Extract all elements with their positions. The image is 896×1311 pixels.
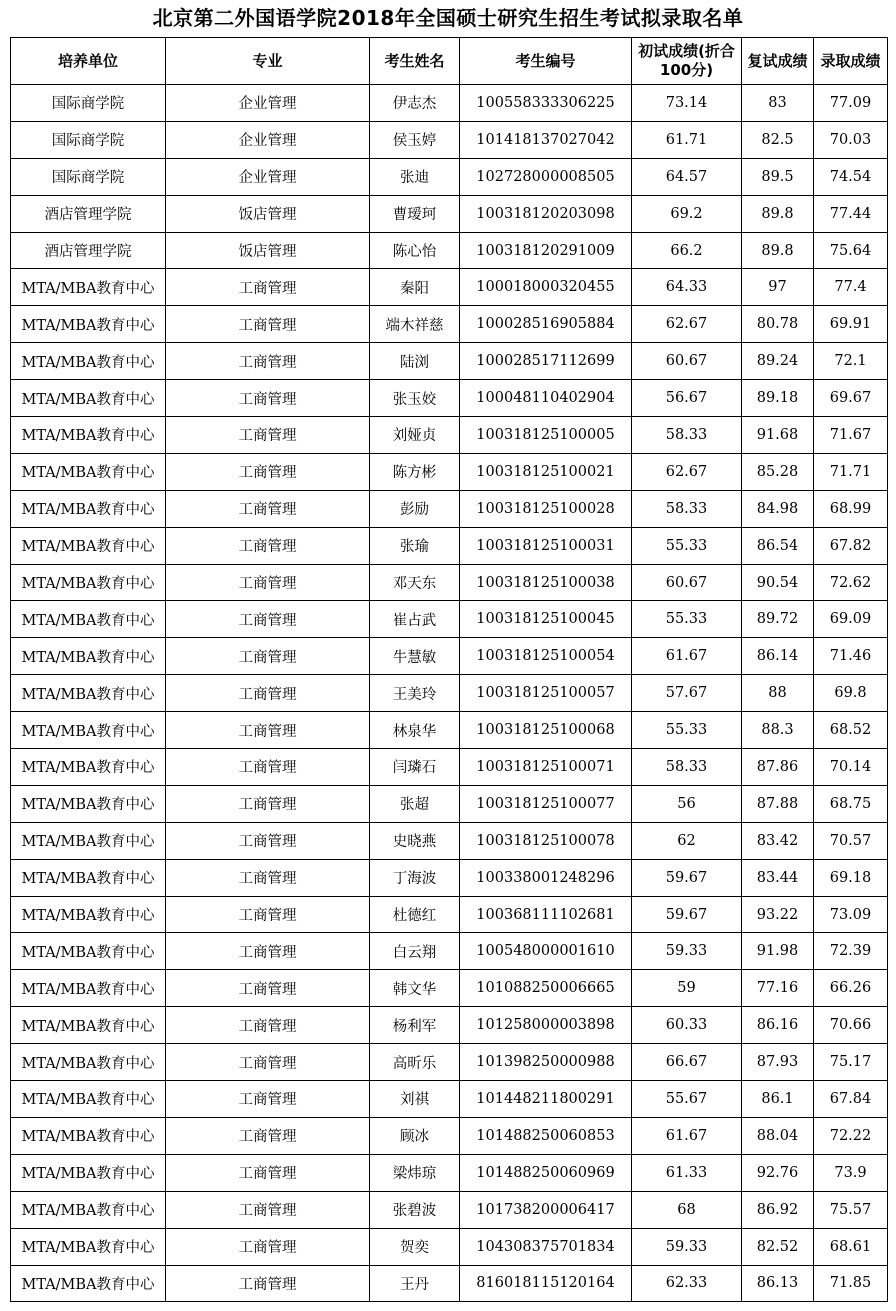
- document-title: 北京第二外国语学院2018年全国硕士研究生招生考试拟录取名单: [152, 6, 744, 30]
- retest-score-cell: 84.98: [742, 490, 814, 527]
- name-cell: 侯玉婷: [370, 121, 460, 158]
- unit-cell: MTA/MBA教育中心: [11, 453, 166, 490]
- retest-score-cell: 86.54: [742, 527, 814, 564]
- admission-score-cell: 69.67: [814, 380, 888, 417]
- admission-score-cell: 75.64: [814, 232, 888, 269]
- exam-id-cell: 100318125100028: [460, 490, 632, 527]
- table-row: [11, 195, 888, 232]
- unit-cell: MTA/MBA教育中心: [11, 712, 166, 749]
- unit-cell: MTA/MBA教育中心: [11, 675, 166, 712]
- unit-cell: 酒店管理学院: [11, 195, 166, 232]
- initial-score-cell: 73.14: [632, 85, 742, 122]
- admission-score-cell: 70.14: [814, 749, 888, 786]
- major-cell: 工商管理: [166, 933, 370, 970]
- initial-score-cell: 59.33: [632, 1228, 742, 1265]
- major-cell: 工商管理: [166, 859, 370, 896]
- admission-score-cell: 70.66: [814, 1007, 888, 1044]
- header-admission-score: 录取成绩: [814, 38, 888, 85]
- initial-score-cell: 68: [632, 1191, 742, 1228]
- exam-id-cell: 100028516905884: [460, 306, 632, 343]
- initial-score-cell: 66.67: [632, 1044, 742, 1081]
- unit-cell: MTA/MBA教育中心: [11, 490, 166, 527]
- table-row: [11, 1154, 888, 1191]
- retest-score-cell: 80.78: [742, 306, 814, 343]
- unit-cell: MTA/MBA教育中心: [11, 343, 166, 380]
- exam-id-cell: 100318125100054: [460, 638, 632, 675]
- initial-score-cell: 61.71: [632, 121, 742, 158]
- exam-id-cell: 104308375701834: [460, 1228, 632, 1265]
- retest-score-cell: 86.14: [742, 638, 814, 675]
- table-row: [11, 896, 888, 933]
- name-cell: 丁海波: [370, 859, 460, 896]
- admission-score-cell: 72.22: [814, 1117, 888, 1154]
- header-row: [11, 38, 888, 85]
- table-row: [11, 380, 888, 417]
- unit-cell: MTA/MBA教育中心: [11, 822, 166, 859]
- table-row: [11, 970, 888, 1007]
- table-row: [11, 232, 888, 269]
- admission-score-cell: 70.03: [814, 121, 888, 158]
- name-cell: 牛慧敏: [370, 638, 460, 675]
- unit-cell: MTA/MBA教育中心: [11, 933, 166, 970]
- initial-score-cell: 66.2: [632, 232, 742, 269]
- exam-id-cell: 100338001248296: [460, 859, 632, 896]
- major-cell: 工商管理: [166, 1007, 370, 1044]
- name-cell: 张迪: [370, 158, 460, 195]
- unit-cell: MTA/MBA教育中心: [11, 1154, 166, 1191]
- major-cell: 工商管理: [166, 638, 370, 675]
- admission-score-cell: 68.75: [814, 785, 888, 822]
- exam-id-cell: 100368111102681: [460, 896, 632, 933]
- unit-cell: MTA/MBA教育中心: [11, 564, 166, 601]
- name-cell: 杜德红: [370, 896, 460, 933]
- initial-score-cell: 59: [632, 970, 742, 1007]
- initial-score-cell: 62: [632, 822, 742, 859]
- table-row: [11, 564, 888, 601]
- exam-id-cell: 100318120203098: [460, 195, 632, 232]
- initial-score-cell: 61.67: [632, 1117, 742, 1154]
- name-cell: 顾冰: [370, 1117, 460, 1154]
- name-cell: 闫璘石: [370, 749, 460, 786]
- admission-table: [10, 37, 888, 1302]
- major-cell: 工商管理: [166, 675, 370, 712]
- admission-score-cell: 75.17: [814, 1044, 888, 1081]
- unit-cell: 国际商学院: [11, 158, 166, 195]
- name-cell: 张碧波: [370, 1191, 460, 1228]
- admission-score-cell: 69.09: [814, 601, 888, 638]
- initial-score-cell: 55.67: [632, 1081, 742, 1118]
- admission-score-cell: 77.44: [814, 195, 888, 232]
- major-cell: 企业管理: [166, 85, 370, 122]
- admission-score-cell: 69.8: [814, 675, 888, 712]
- table-row: [11, 933, 888, 970]
- admission-score-cell: 68.99: [814, 490, 888, 527]
- name-cell: 白云翔: [370, 933, 460, 970]
- initial-score-cell: 62.33: [632, 1265, 742, 1302]
- admission-score-cell: 67.82: [814, 527, 888, 564]
- retest-score-cell: 83.44: [742, 859, 814, 896]
- exam-id-cell: 100318125100077: [460, 785, 632, 822]
- major-cell: 工商管理: [166, 1265, 370, 1302]
- initial-score-cell: 62.67: [632, 306, 742, 343]
- initial-score-cell: 61.33: [632, 1154, 742, 1191]
- unit-cell: 酒店管理学院: [11, 232, 166, 269]
- name-cell: 刘娅贞: [370, 417, 460, 454]
- initial-score-cell: 61.67: [632, 638, 742, 675]
- unit-cell: MTA/MBA教育中心: [11, 1265, 166, 1302]
- exam-id-cell: 101258000003898: [460, 1007, 632, 1044]
- name-cell: 崔占武: [370, 601, 460, 638]
- unit-cell: MTA/MBA教育中心: [11, 527, 166, 564]
- retest-score-cell: 89.8: [742, 195, 814, 232]
- major-cell: 工商管理: [166, 527, 370, 564]
- retest-score-cell: 89.5: [742, 158, 814, 195]
- name-cell: 林泉华: [370, 712, 460, 749]
- major-cell: 工商管理: [166, 306, 370, 343]
- retest-score-cell: 88.3: [742, 712, 814, 749]
- retest-score-cell: 83.42: [742, 822, 814, 859]
- retest-score-cell: 86.1: [742, 1081, 814, 1118]
- retest-score-cell: 91.98: [742, 933, 814, 970]
- major-cell: 工商管理: [166, 1154, 370, 1191]
- exam-id-cell: 101448211800291: [460, 1081, 632, 1118]
- retest-score-cell: 86.92: [742, 1191, 814, 1228]
- retest-score-cell: 89.8: [742, 232, 814, 269]
- table-row: [11, 638, 888, 675]
- name-cell: 高昕乐: [370, 1044, 460, 1081]
- initial-score-cell: 57.67: [632, 675, 742, 712]
- unit-cell: 国际商学院: [11, 121, 166, 158]
- major-cell: 企业管理: [166, 158, 370, 195]
- table-row: [11, 1117, 888, 1154]
- admission-score-cell: 71.85: [814, 1265, 888, 1302]
- exam-id-cell: 100558333306225: [460, 85, 632, 122]
- table-row: [11, 343, 888, 380]
- major-cell: 工商管理: [166, 601, 370, 638]
- major-cell: 工商管理: [166, 417, 370, 454]
- table-row: [11, 785, 888, 822]
- name-cell: 史晓燕: [370, 822, 460, 859]
- name-cell: 张玉姣: [370, 380, 460, 417]
- unit-cell: MTA/MBA教育中心: [11, 1007, 166, 1044]
- unit-cell: MTA/MBA教育中心: [11, 1081, 166, 1118]
- table-row: [11, 1191, 888, 1228]
- table-row: [11, 1265, 888, 1302]
- table-row: [11, 85, 888, 122]
- major-cell: 工商管理: [166, 1117, 370, 1154]
- table-row: [11, 490, 888, 527]
- name-cell: 秦阳: [370, 269, 460, 306]
- initial-score-cell: 59.67: [632, 859, 742, 896]
- admission-score-cell: 68.52: [814, 712, 888, 749]
- table-row: [11, 1081, 888, 1118]
- exam-id-cell: 100318125100031: [460, 527, 632, 564]
- initial-score-cell: 60.67: [632, 343, 742, 380]
- exam-id-cell: 100318125100057: [460, 675, 632, 712]
- major-cell: 工商管理: [166, 269, 370, 306]
- retest-score-cell: 91.68: [742, 417, 814, 454]
- exam-id-cell: 100048110402904: [460, 380, 632, 417]
- header-retest-score: 复试成绩: [742, 38, 814, 85]
- exam-id-cell: 100028517112699: [460, 343, 632, 380]
- initial-score-cell: 55.33: [632, 601, 742, 638]
- retest-score-cell: 87.86: [742, 749, 814, 786]
- table-row: [11, 675, 888, 712]
- major-cell: 工商管理: [166, 343, 370, 380]
- exam-id-cell: 100318125100078: [460, 822, 632, 859]
- major-cell: 工商管理: [166, 1191, 370, 1228]
- table-row: [11, 601, 888, 638]
- major-cell: 工商管理: [166, 712, 370, 749]
- name-cell: 陈心怡: [370, 232, 460, 269]
- admission-score-cell: 73.9: [814, 1154, 888, 1191]
- admission-score-cell: 72.62: [814, 564, 888, 601]
- name-cell: 杨利军: [370, 1007, 460, 1044]
- table-row: [11, 749, 888, 786]
- table-body: [11, 85, 888, 1302]
- major-cell: 饭店管理: [166, 232, 370, 269]
- admission-score-cell: 75.57: [814, 1191, 888, 1228]
- exam-id-cell: 100018000320455: [460, 269, 632, 306]
- name-cell: 端木祥慈: [370, 306, 460, 343]
- major-cell: 工商管理: [166, 822, 370, 859]
- unit-cell: MTA/MBA教育中心: [11, 859, 166, 896]
- unit-cell: MTA/MBA教育中心: [11, 601, 166, 638]
- initial-score-cell: 55.33: [632, 712, 742, 749]
- unit-cell: MTA/MBA教育中心: [11, 1044, 166, 1081]
- table-row: [11, 121, 888, 158]
- retest-score-cell: 89.18: [742, 380, 814, 417]
- admission-score-cell: 77.4: [814, 269, 888, 306]
- exam-id-cell: 102728000008505: [460, 158, 632, 195]
- major-cell: 工商管理: [166, 490, 370, 527]
- name-cell: 陆浏: [370, 343, 460, 380]
- exam-id-cell: 101488250060853: [460, 1117, 632, 1154]
- table-row: [11, 158, 888, 195]
- retest-score-cell: 88: [742, 675, 814, 712]
- table-row: [11, 1007, 888, 1044]
- major-cell: 企业管理: [166, 121, 370, 158]
- unit-cell: MTA/MBA教育中心: [11, 896, 166, 933]
- admission-score-cell: 74.54: [814, 158, 888, 195]
- admission-score-cell: 68.61: [814, 1228, 888, 1265]
- initial-score-cell: 64.33: [632, 269, 742, 306]
- unit-cell: MTA/MBA教育中心: [11, 970, 166, 1007]
- exam-id-cell: 101398250000988: [460, 1044, 632, 1081]
- initial-score-cell: 58.33: [632, 749, 742, 786]
- admission-score-cell: 72.1: [814, 343, 888, 380]
- major-cell: 工商管理: [166, 896, 370, 933]
- major-cell: 工商管理: [166, 453, 370, 490]
- exam-id-cell: 101088250006665: [460, 970, 632, 1007]
- admission-score-cell: 66.26: [814, 970, 888, 1007]
- table-row: [11, 306, 888, 343]
- name-cell: 彭励: [370, 490, 460, 527]
- initial-score-cell: 55.33: [632, 527, 742, 564]
- admission-score-cell: 71.67: [814, 417, 888, 454]
- header-major: 专业: [166, 38, 370, 85]
- unit-cell: MTA/MBA教育中心: [11, 785, 166, 822]
- retest-score-cell: 89.24: [742, 343, 814, 380]
- name-cell: 陈方彬: [370, 453, 460, 490]
- major-cell: 工商管理: [166, 970, 370, 1007]
- major-cell: 工商管理: [166, 380, 370, 417]
- retest-score-cell: 86.13: [742, 1265, 814, 1302]
- exam-id-cell: 101418137027042: [460, 121, 632, 158]
- initial-score-cell: 56.67: [632, 380, 742, 417]
- unit-cell: MTA/MBA教育中心: [11, 306, 166, 343]
- header-initial-score: 初试成绩(折合100分): [632, 38, 742, 85]
- unit-cell: MTA/MBA教育中心: [11, 269, 166, 306]
- exam-id-cell: 101488250060969: [460, 1154, 632, 1191]
- initial-score-cell: 58.33: [632, 490, 742, 527]
- major-cell: 饭店管理: [166, 195, 370, 232]
- unit-cell: MTA/MBA教育中心: [11, 1117, 166, 1154]
- table-row: [11, 417, 888, 454]
- admission-score-cell: 71.46: [814, 638, 888, 675]
- retest-score-cell: 77.16: [742, 970, 814, 1007]
- initial-score-cell: 58.33: [632, 417, 742, 454]
- name-cell: 王美玲: [370, 675, 460, 712]
- name-cell: 韩文华: [370, 970, 460, 1007]
- retest-score-cell: 87.93: [742, 1044, 814, 1081]
- retest-score-cell: 86.16: [742, 1007, 814, 1044]
- table-row: [11, 712, 888, 749]
- major-cell: 工商管理: [166, 749, 370, 786]
- retest-score-cell: 93.22: [742, 896, 814, 933]
- admission-score-cell: 69.91: [814, 306, 888, 343]
- major-cell: 工商管理: [166, 785, 370, 822]
- exam-id-cell: 100318125100038: [460, 564, 632, 601]
- exam-id-cell: 100318120291009: [460, 232, 632, 269]
- table-row: [11, 453, 888, 490]
- initial-score-cell: 64.57: [632, 158, 742, 195]
- unit-cell: MTA/MBA教育中心: [11, 417, 166, 454]
- initial-score-cell: 59.67: [632, 896, 742, 933]
- retest-score-cell: 85.28: [742, 453, 814, 490]
- initial-score-cell: 69.2: [632, 195, 742, 232]
- exam-id-cell: 101738200006417: [460, 1191, 632, 1228]
- initial-score-cell: 60.33: [632, 1007, 742, 1044]
- retest-score-cell: 82.52: [742, 1228, 814, 1265]
- retest-score-cell: 87.88: [742, 785, 814, 822]
- table-row: [11, 1044, 888, 1081]
- unit-cell: MTA/MBA教育中心: [11, 1228, 166, 1265]
- unit-cell: MTA/MBA教育中心: [11, 1191, 166, 1228]
- table-row: [11, 269, 888, 306]
- admission-score-cell: 69.18: [814, 859, 888, 896]
- major-cell: 工商管理: [166, 564, 370, 601]
- retest-score-cell: 88.04: [742, 1117, 814, 1154]
- name-cell: 邓天东: [370, 564, 460, 601]
- name-cell: 贺奕: [370, 1228, 460, 1265]
- exam-id-cell: 816018115120164: [460, 1265, 632, 1302]
- retest-score-cell: 92.76: [742, 1154, 814, 1191]
- major-cell: 工商管理: [166, 1081, 370, 1118]
- unit-cell: MTA/MBA教育中心: [11, 638, 166, 675]
- table-row: [11, 859, 888, 896]
- initial-score-cell: 60.67: [632, 564, 742, 601]
- exam-id-cell: 100318125100071: [460, 749, 632, 786]
- admission-score-cell: 70.57: [814, 822, 888, 859]
- initial-score-cell: 62.67: [632, 453, 742, 490]
- table-row: [11, 527, 888, 564]
- retest-score-cell: 90.54: [742, 564, 814, 601]
- name-cell: 张瑜: [370, 527, 460, 564]
- name-cell: 刘祺: [370, 1081, 460, 1118]
- admission-score-cell: 71.71: [814, 453, 888, 490]
- header-exam-id: 考生编号: [460, 38, 632, 85]
- retest-score-cell: 89.72: [742, 601, 814, 638]
- exam-id-cell: 100318125100021: [460, 453, 632, 490]
- retest-score-cell: 82.5: [742, 121, 814, 158]
- admission-score-cell: 73.09: [814, 896, 888, 933]
- unit-cell: MTA/MBA教育中心: [11, 749, 166, 786]
- admission-score-cell: 77.09: [814, 85, 888, 122]
- initial-score-cell: 56: [632, 785, 742, 822]
- header-unit: 培养单位: [11, 38, 166, 85]
- name-cell: 张超: [370, 785, 460, 822]
- admission-score-cell: 67.84: [814, 1081, 888, 1118]
- exam-id-cell: 100318125100005: [460, 417, 632, 454]
- major-cell: 工商管理: [166, 1228, 370, 1265]
- unit-cell: MTA/MBA教育中心: [11, 380, 166, 417]
- unit-cell: 国际商学院: [11, 85, 166, 122]
- initial-score-cell: 59.33: [632, 933, 742, 970]
- retest-score-cell: 97: [742, 269, 814, 306]
- exam-id-cell: 100318125100068: [460, 712, 632, 749]
- major-cell: 工商管理: [166, 1044, 370, 1081]
- header-name: 考生姓名: [370, 38, 460, 85]
- exam-id-cell: 100318125100045: [460, 601, 632, 638]
- exam-id-cell: 100548000001610: [460, 933, 632, 970]
- name-cell: 梁炜琼: [370, 1154, 460, 1191]
- name-cell: 伊志杰: [370, 85, 460, 122]
- table-row: [11, 1228, 888, 1265]
- name-cell: 曹瑷珂: [370, 195, 460, 232]
- retest-score-cell: 83: [742, 85, 814, 122]
- table-row: [11, 822, 888, 859]
- name-cell: 王丹: [370, 1265, 460, 1302]
- admission-score-cell: 72.39: [814, 933, 888, 970]
